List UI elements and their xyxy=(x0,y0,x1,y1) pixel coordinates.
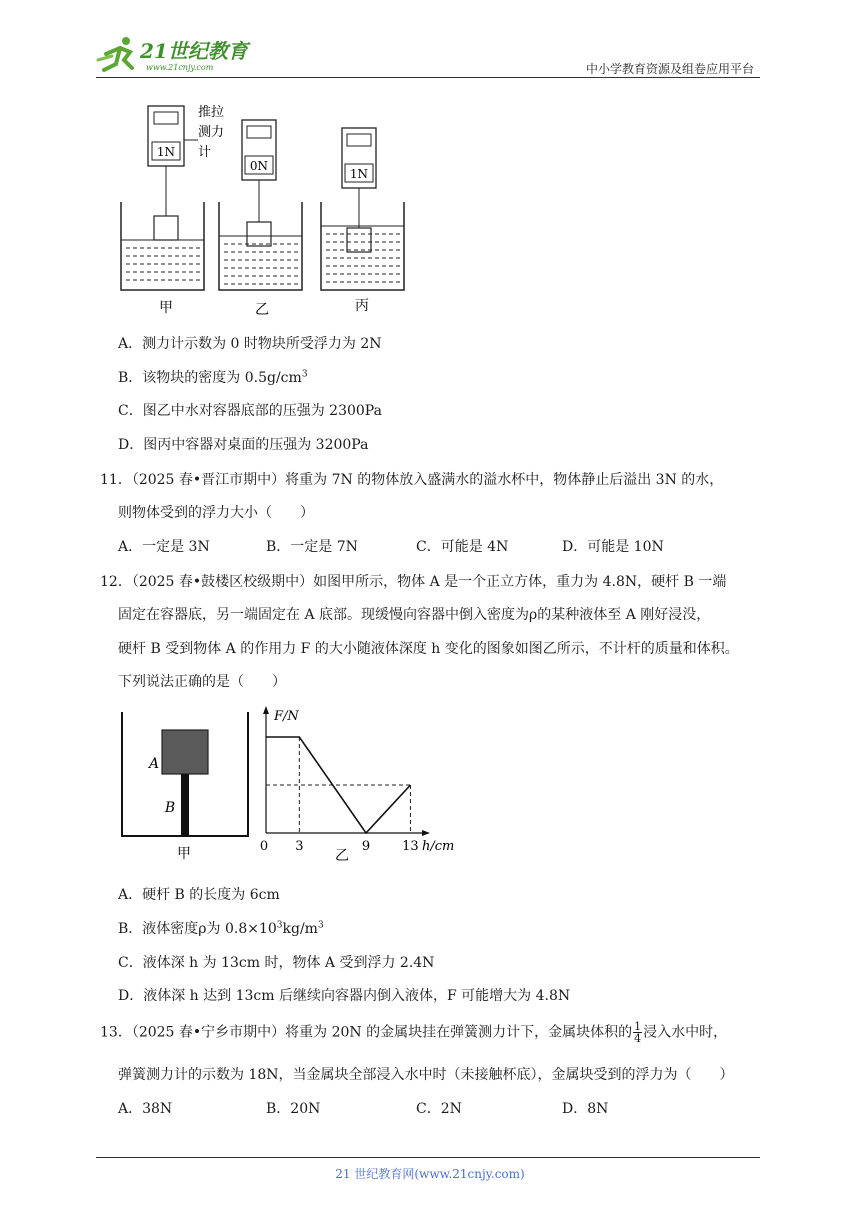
x-tick-label: 9 xyxy=(361,839,371,854)
q12-option-c: C．液体深 h 为 13cm 时，物体 A 受到浮力 2.4N xyxy=(118,955,435,971)
q13-option-d: D．8N xyxy=(562,1101,609,1117)
logo xyxy=(96,34,266,74)
figure-q12-chart xyxy=(256,702,468,866)
reading-bing: 1N xyxy=(349,167,369,181)
label-a: A xyxy=(148,756,160,772)
q13-option-c: C．2N xyxy=(416,1101,462,1117)
gauge-jia xyxy=(121,104,224,316)
device-label-3: 计 xyxy=(198,145,212,160)
x-tick-label: 13 xyxy=(402,839,419,854)
q13-stem-post: 浸入水中时， xyxy=(643,1024,728,1041)
q12-option-b-pre: B．液体密度ρ为 0.8×10 xyxy=(118,921,277,937)
q12-option-a: A．硬杆 B 的长度为 6cm xyxy=(118,887,280,903)
footer-divider xyxy=(96,1157,760,1158)
caption-q12-yi: 乙 xyxy=(335,848,349,864)
x-axis-arrow xyxy=(422,830,430,836)
device-label-1: 推拉 xyxy=(198,105,225,120)
q13-option-b: B．20N xyxy=(266,1101,321,1117)
q13-stem-line2: 弹簧测力计的示数为 18N，当金属块全部浸入水中时（未接触杯底），金属块受到的浮力为（ ） xyxy=(118,1067,734,1083)
q12-option-b-sup2: 3 xyxy=(317,920,324,931)
q12-stem-line4: 下列说法正确的是（ ） xyxy=(118,674,286,690)
q13-stem-line1 xyxy=(100,1021,727,1044)
q13-option-a: A．38N xyxy=(118,1101,173,1117)
q10-option-b-text: B．该物块的密度为 0.5g/cm xyxy=(118,370,302,386)
q10-option-c: C．图乙中水对容器底部的压强为 2300Pa xyxy=(118,403,382,419)
header-divider xyxy=(96,77,760,78)
x-axis-label: h/cm xyxy=(422,839,455,854)
q10-option-b-sup: 3 xyxy=(301,369,308,380)
device-label-2: 测力 xyxy=(198,125,225,140)
q13-fraction-num: 1 xyxy=(634,1020,642,1033)
figure-force-gauges xyxy=(116,98,416,320)
q12-option-b-sup1: 3 xyxy=(276,920,283,931)
running-figure-icon xyxy=(98,37,132,70)
footer-text: 21 世纪教育网(www.21cnjy.com) xyxy=(335,1167,525,1181)
q10-option-b xyxy=(118,367,308,387)
y-axis-label: F/N xyxy=(274,709,299,724)
q13-fraction-den: 4 xyxy=(634,1032,642,1045)
q12-option-d: D．液体深 h 达到 13cm 后继续向容器内倒入液体，F 可能增大为 4.8N xyxy=(118,988,571,1004)
label-b: B xyxy=(164,800,176,816)
q11-stem-line2: 则物体受到的浮力大小（ ） xyxy=(118,505,314,521)
gauge-bing xyxy=(321,128,404,314)
x-tick-label: 0 xyxy=(259,839,269,854)
caption-q12-jia: 甲 xyxy=(177,846,191,862)
q11-option-c: C．可能是 4N xyxy=(416,539,509,555)
q12-option-b xyxy=(118,918,324,938)
gauge-yi xyxy=(219,120,302,318)
q12-stem-line3: 硬杆 B 受到物体 A 的作用力 F 的大小随液体深度 h 变化的图象如图乙所示，不计杆的质量和体积。 xyxy=(118,641,739,657)
q11-option-a: A．一定是 3N xyxy=(118,539,210,555)
q11-stem-line1: 11．（2025 春•晋江市期中）将重为 7N 的物体放入盛满水的溢水杯中，物体静止后溢出 3N 的水， xyxy=(100,472,724,488)
platform-name: 中小学教育资源及组卷应用平台 xyxy=(585,62,754,76)
page-header xyxy=(96,30,760,78)
logo-url: www.21cnjy.com xyxy=(146,63,214,72)
q12-option-b-mid: kg/m xyxy=(282,921,318,937)
reading-yi: 0N xyxy=(249,159,269,173)
q10-option-a: A．测力计示数为 0 时物块所受浮力为 2N xyxy=(118,336,382,352)
cube-a xyxy=(162,730,208,774)
caption-yi: 乙 xyxy=(255,302,269,318)
q11-option-b: B．一定是 7N xyxy=(266,539,358,555)
x-tick-label: 3 xyxy=(295,839,304,854)
q13-fraction xyxy=(633,1021,642,1044)
q12-stem-line1: 12．（2025 春•鼓楼区校级期中）如图甲所示，物体 A 是一个正立方体，重力为 4.8N，硬杆 B 一端 xyxy=(100,574,727,590)
caption-bing: 丙 xyxy=(355,298,369,314)
q13-stem-pre: 13．（2025 春•宁乡市期中）将重为 20N 的金属块挂在弹簧测力计下，金属块体积的 xyxy=(100,1024,633,1041)
figure-q12-jia xyxy=(118,712,254,866)
q12-stem-line2: 固定在容器底，另一端固定在 A 底部。现缓慢向容器中倒入密度为ρ的某种液体至 A 刚好浸没， xyxy=(118,607,711,623)
y-axis-arrow xyxy=(263,706,269,714)
logo-text: 21世纪教育 xyxy=(140,39,248,63)
q10-option-d: D．图丙中容器对桌面的压强为 3200Pa xyxy=(118,437,369,453)
rod-b xyxy=(181,774,189,836)
caption-jia: 甲 xyxy=(159,300,173,316)
q11-option-d: D．可能是 10N xyxy=(562,539,664,555)
reading-jia: 1N xyxy=(156,145,176,159)
